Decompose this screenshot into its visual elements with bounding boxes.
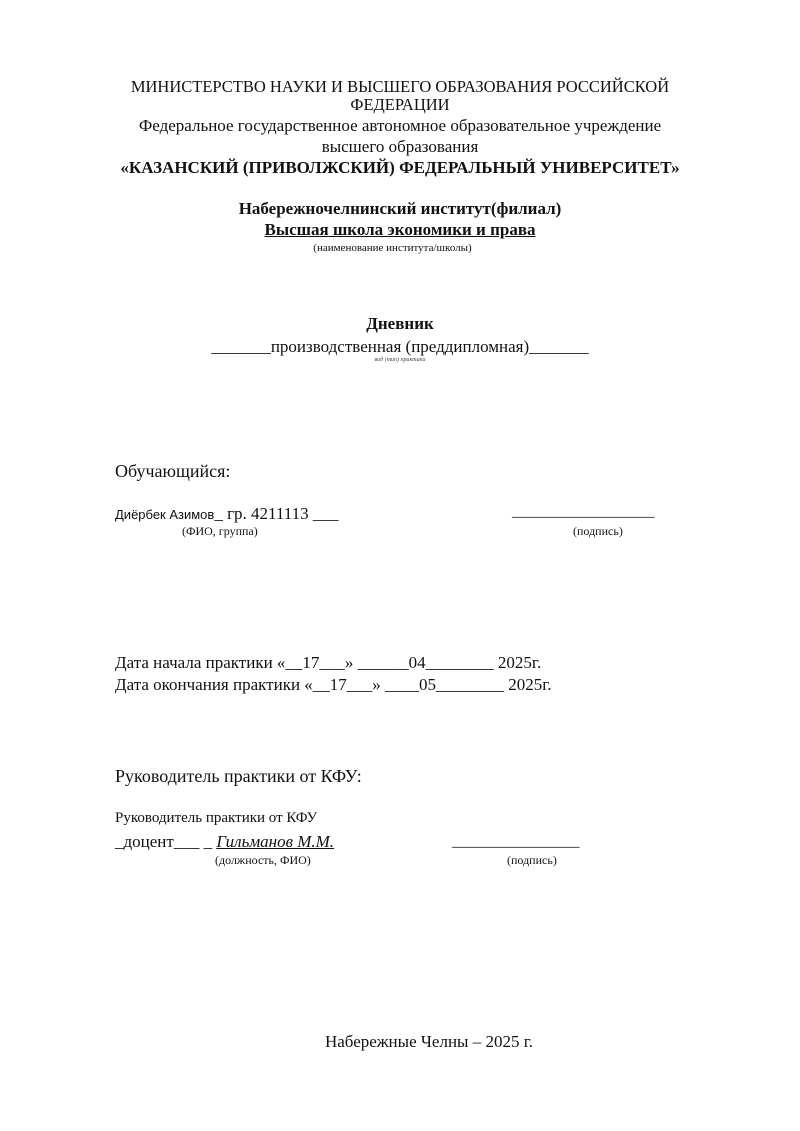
supervisor-name: Гильманов М.М. — [216, 832, 335, 851]
student-signature-caption: (подпись) — [573, 524, 623, 538]
practice-type-caption: вид (тип) практики — [374, 357, 426, 363]
supervisor-position-caption: (должность, ФИО) — [215, 853, 311, 867]
practice-type: _______производственная (преддипломная)_______ — [211, 337, 589, 356]
practice-start-date: Дата начала практики «__17___» ______04________ 2025г. — [115, 653, 542, 672]
supervisor-position: _доцент___ — [115, 832, 200, 851]
ministry-line-1: МИНИСТЕРСТВО НАУКИ И ВЫСШЕГО ОБРАЗОВАНИЯ РОССИЙСКОЙ — [130, 77, 670, 96]
student-name-caption: (ФИО, группа) — [182, 524, 258, 538]
practice-end-date: Дата окончания практики «__17___» ____05________ 2025г. — [115, 675, 552, 694]
institute-caption: (наименование института/школы) — [313, 242, 472, 254]
student-group: _ гр. 4211113 ___ — [214, 504, 339, 523]
supervisor-heading: Руководитель практики от КФУ: — [115, 766, 362, 786]
institute-name: Набережночелнинский институт(филиал) — [238, 199, 562, 218]
institution-line-2: высшего образования — [321, 137, 479, 156]
supervisor-name-prefix: _ — [203, 832, 217, 851]
student-signature-line: ___________________ — [512, 504, 655, 520]
university-name: «КАЗАНСКИЙ (ПРИВОЛЖСКИЙ) ФЕДЕРАЛЬНЫЙ УНИВЕРСИТЕТ» — [120, 158, 680, 177]
city-year: Набережные Челны – 2025 г. — [324, 1032, 534, 1051]
supervisor-signature-caption: (подпись) — [507, 853, 557, 867]
student-name: Диёрбек Азимов — [115, 507, 215, 522]
institution-line-1: Федеральное государственное автономное образовательное учреждение — [138, 116, 662, 135]
diary-title: Дневник — [366, 314, 434, 333]
school-name: Высшая школа экономики и права — [264, 220, 536, 239]
supervisor-line — [115, 832, 334, 852]
ministry-line-2: ФЕДЕРАЦИИ — [350, 95, 450, 114]
supervisor-signature-line: _________________ — [452, 834, 580, 850]
supervisor-label: Руководитель практики от КФУ — [115, 810, 318, 826]
student-line — [115, 504, 338, 524]
student-heading: Обучающийся: — [115, 461, 231, 481]
